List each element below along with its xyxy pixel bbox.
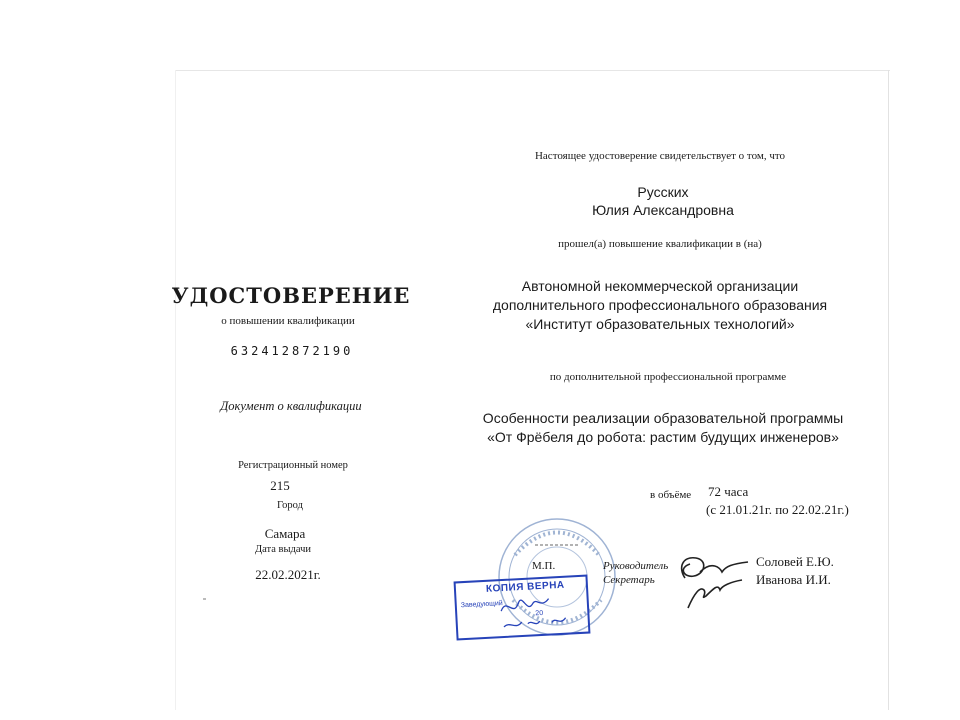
registration-value: 215	[270, 478, 290, 493]
program-line-2: «От Фрёбеля до робота: растим будущих инженеров»	[487, 429, 839, 445]
city-label: Город	[277, 500, 303, 511]
stamp-year-prefix: 20	[535, 609, 544, 618]
hours-value: 72 часа	[708, 484, 749, 499]
certificate-number: 632412872190	[230, 344, 354, 358]
head-signature-image	[660, 538, 755, 613]
scan-edge-left	[175, 70, 176, 710]
period-value: (с 21.01.21г. по 22.02.21г.)	[706, 502, 849, 517]
issue-date-label: Дата выдачи	[254, 544, 312, 555]
document-type: Документ о квалификации	[220, 399, 362, 413]
organization-line-3: «Институт образовательных технологий»	[525, 316, 795, 332]
certificate-title: УДОСТОВЕРЕНИЕ	[171, 283, 411, 308]
city-value: Самара	[264, 526, 306, 541]
secretary-role-label: Секретарь	[603, 574, 655, 586]
stamp-title: КОПИЯ ВЕРНА	[485, 579, 565, 595]
head-role-label: Руководитель	[603, 560, 669, 572]
intro-text: Настоящее удостоверение свидетельствует о том, что	[534, 150, 786, 162]
scan-speck	[203, 598, 206, 600]
scan-edge-right	[888, 70, 889, 710]
secretary-name: Иванова И.И.	[756, 572, 831, 587]
stamp-handwriting-image	[496, 587, 578, 631]
certificate-subtitle: о повышении квалификации	[221, 315, 355, 327]
organization-line-2: дополнительного профессионального образования	[492, 297, 828, 313]
passed-text: прошел(а) повышение квалификации в (на)	[558, 238, 762, 250]
issue-date-value: 22.02.2021г.	[255, 567, 321, 582]
given-names: Юлия Александровна	[592, 202, 734, 218]
program-line-1: Особенности реализации образовательной программы	[482, 410, 844, 426]
seal-place-label: М.П.	[532, 560, 556, 572]
scan-edge-top	[175, 70, 890, 71]
copy-correct-stamp	[454, 575, 591, 641]
surname: Русских	[637, 184, 689, 200]
volume-label: в объёме	[650, 489, 692, 501]
program-label: по дополнительной профессиональной программе	[549, 371, 787, 383]
stamp-position-label: Заведующий	[460, 600, 503, 610]
head-name: Соловей Е.Ю.	[756, 554, 834, 569]
organization-line-1: Автономной некоммерческой организации	[521, 278, 799, 294]
registration-label: Регистрационный номер	[238, 460, 348, 471]
